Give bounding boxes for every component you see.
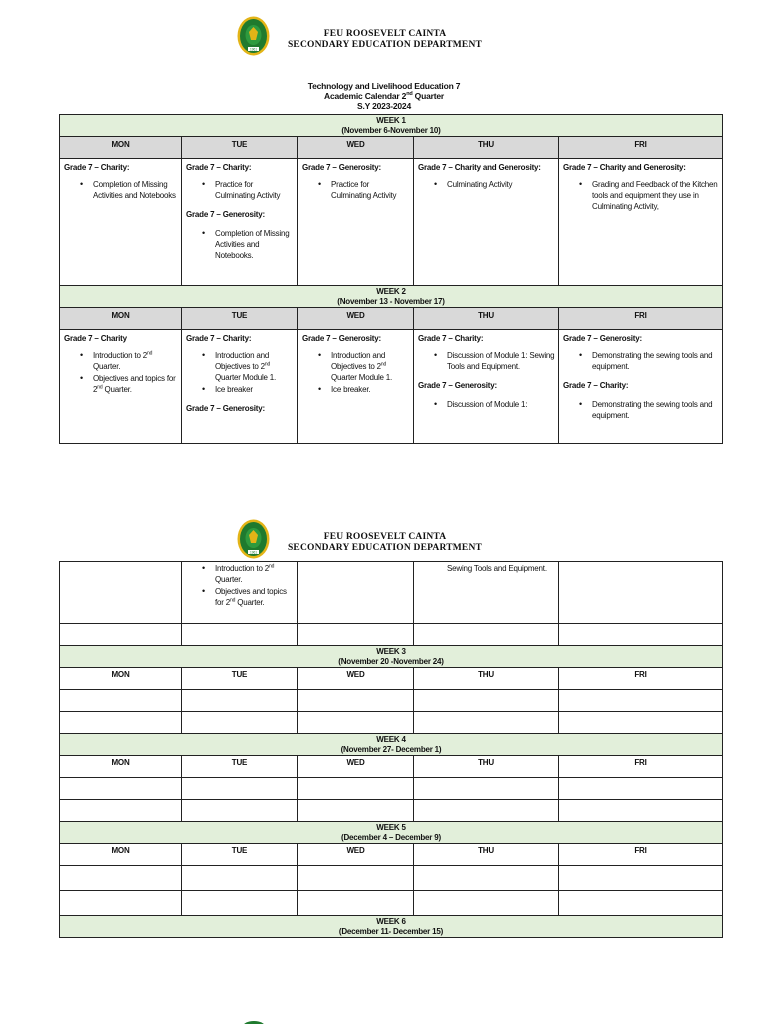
week-2-continued-row xyxy=(60,562,723,624)
svg-text:1961: 1961 xyxy=(249,47,258,52)
school-name xyxy=(280,29,490,51)
blank-row xyxy=(60,891,723,916)
svg-text:1961: 1961 xyxy=(249,550,258,555)
week-1-thu: Grade 7 – Charity and Generosity: • Culminating Activity xyxy=(414,159,559,286)
document-title xyxy=(0,81,768,111)
title-school-year: S.Y 2023-2024 xyxy=(357,101,411,111)
calendar-table-page-2 xyxy=(59,561,723,938)
week-2-row xyxy=(60,330,723,444)
list-item: Sewing Tools and Equipment. xyxy=(447,564,547,573)
list-item: • Practice for Culminating Activity xyxy=(318,179,410,201)
list-item: • Completion of Missing Activities and Notebooks xyxy=(80,179,178,201)
week-6-header: WEEK 6 (December 11- December 15) xyxy=(60,916,723,938)
week-2-fri: Grade 7 – Generosity: • Demonstrating the sewing tools and equipment. Grade 7 – Charity: • Demonstrating the sewing tools and equipment. xyxy=(559,330,723,444)
blank-row xyxy=(60,624,723,646)
week-2-thu: Grade 7 – Charity: • Discussion of Module 1: Sewing Tools and Equipment. Grade 7 – Generosity: • Discussion of Module 1: xyxy=(414,330,559,444)
page-header-1 xyxy=(0,16,768,62)
week-1-tue: Grade 7 – Charity: • Practice for Culminating Activity Grade 7 – Generosity: • Completion of Missing Activities and Notebooks. xyxy=(182,159,298,286)
cont-thu xyxy=(414,562,559,624)
list-item: • Objectives and topics for 2nd Quarter. xyxy=(202,586,294,608)
title-subject: Technology and Livelihood Education 7 xyxy=(307,81,461,91)
list-item: • Introduction to 2nd Quarter. xyxy=(202,563,294,585)
list-item: • Discussion of Module 1: xyxy=(434,399,555,410)
calendar-table-page-1 xyxy=(59,114,723,444)
week-2-header: WEEK 2 (November 13 - November 17) xyxy=(60,286,723,308)
cont-tue xyxy=(182,562,298,624)
week-4-header: WEEK 4 (November 27- December 1) xyxy=(60,734,723,756)
list-item: • Completion of Missing Activities and Notebooks. xyxy=(202,228,294,261)
week-1-fri: Grade 7 – Charity and Generosity: • Grading and Feedback of the Kitchen tools and equipment they use in Culminating Activity, xyxy=(559,159,723,286)
school-name xyxy=(280,532,490,554)
school-title: FEU ROOSEVELT CAINTA xyxy=(323,29,447,39)
week-2-mon: Grade 7 – Charity • Introduction to 2nd Quarter. • Objectives and topics for 2nd Quarter. xyxy=(60,330,182,444)
cont-wed xyxy=(298,562,414,624)
list-item: • Introduction to 2nd Quarter. xyxy=(80,350,178,372)
list-item: • Practice for Culminating Activity xyxy=(202,179,294,201)
page-header-2 xyxy=(0,519,768,565)
school-seal-icon xyxy=(237,16,270,56)
list-item: • Objectives and topics for 2nd Quarter. xyxy=(80,373,178,395)
blank-row xyxy=(60,778,723,800)
week-1-header: WEEK 1 (November 6-November 10) xyxy=(60,115,723,137)
list-item: • Demonstrating the sewing tools and equipment. xyxy=(579,399,719,421)
week-1-mon: Grade 7 – Charity: • Completion of Missing Activities and Notebooks xyxy=(60,159,182,286)
list-item: • Demonstrating the sewing tools and equipment. xyxy=(579,350,719,372)
list-item: • Culminating Activity xyxy=(434,179,555,190)
week-2-wed: Grade 7 – Generosity: • Introduction and Objectives to 2nd Quarter Module 1. • Ice breaker. xyxy=(298,330,414,444)
week-1-wed: Grade 7 – Generosity: • Practice for Culminating Activity xyxy=(298,159,414,286)
week-1-row xyxy=(60,159,723,286)
school-seal-icon xyxy=(237,519,270,559)
week-5-header: WEEK 5 (December 4 – December 9) xyxy=(60,822,723,844)
week-3-header: WEEK 3 (November 20 -November 24) xyxy=(60,646,723,668)
blank-row xyxy=(60,800,723,822)
list-item: • Ice breaker xyxy=(202,384,294,395)
list-item: • Grading and Feedback of the Kitchen tools and equipment they use in Culminating Activity, xyxy=(579,179,719,212)
department-title: SECONDARY EDUCATION DEPARTMENT xyxy=(287,543,483,553)
blank-row xyxy=(60,712,723,734)
list-item: • Introduction and Objectives to 2nd Quarter Module 1. xyxy=(318,350,410,383)
week-2-tue: Grade 7 – Charity: • Introduction and Objectives to 2nd Quarter Module 1. • Ice breaker Grade 7 – Generosity: xyxy=(182,330,298,444)
day-header-row: MON TUE WED THU FRI xyxy=(60,668,723,690)
cont-fri xyxy=(559,562,723,624)
cont-mon xyxy=(60,562,182,624)
list-item: • Introduction and Objectives to 2nd Quarter Module 1. xyxy=(202,350,294,383)
blank-row xyxy=(60,690,723,712)
day-header-row: MON TUE WED THU FRI xyxy=(60,137,723,159)
list-item: • Discussion of Module 1: Sewing Tools and Equipment. xyxy=(434,350,555,372)
day-header-row: MON TUE WED THU FRI xyxy=(60,844,723,866)
blank-row xyxy=(60,866,723,891)
school-title: FEU ROOSEVELT CAINTA xyxy=(323,532,447,542)
title-quarter: Academic Calendar 2nd Quarter xyxy=(324,91,444,101)
list-item: • Ice breaker. xyxy=(318,384,410,395)
school-seal-icon xyxy=(241,1020,267,1024)
department-title: SECONDARY EDUCATION DEPARTMENT xyxy=(287,40,483,50)
day-header-row: MON TUE WED THU FRI xyxy=(60,756,723,778)
day-header-row: MON TUE WED THU FRI xyxy=(60,308,723,330)
